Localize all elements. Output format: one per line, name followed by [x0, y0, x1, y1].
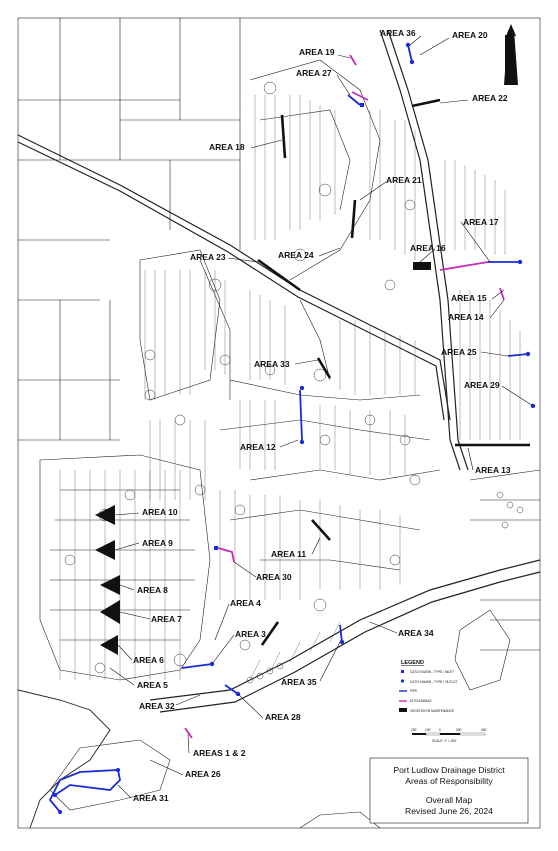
area-label-30: AREA 30 — [256, 572, 292, 582]
area-label-20: AREA 20 — [452, 30, 488, 40]
base-map — [18, 18, 540, 828]
area-label-5: AREA 5 — [137, 680, 168, 690]
area-label-8: AREA 8 — [137, 585, 168, 595]
area-label-16: AREA 16 — [410, 243, 446, 253]
area-label-33: AREA 33 — [254, 359, 290, 369]
area-label-9: AREA 9 — [142, 538, 173, 548]
area-label-22: AREA 22 — [472, 93, 508, 103]
legend-item-vegetation: VEGETATION MAINTENANCE — [410, 709, 455, 713]
area-label-11: AREA 11 — [271, 549, 307, 559]
area-label-19: AREA 19 — [299, 47, 335, 57]
area-label-14: AREA 14 — [448, 312, 484, 322]
area-label-6: AREA 6 — [133, 655, 164, 665]
area-label-27: AREA 27 — [296, 68, 332, 78]
area-label-17: AREA 17 — [463, 217, 499, 227]
area-label-21: AREA 21 — [386, 175, 422, 185]
legend-item-inlet: CATCH BASIN - TYPE I INLET — [410, 670, 454, 674]
scale-tick-1: 100' — [425, 728, 431, 732]
area-label-34: AREA 34 — [398, 628, 434, 638]
area-label-35: AREA 35 — [281, 677, 317, 687]
ditches — [185, 55, 504, 738]
legend-item-pipe: PIPE — [410, 689, 418, 693]
legend-item-ditch: DITCH/SWALE — [410, 699, 432, 703]
area-leaders — [110, 36, 533, 798]
catch-basins — [53, 43, 535, 814]
vegetation-maintenance-areas — [95, 35, 530, 655]
title-line-3: Overall Map — [425, 795, 473, 805]
area-label-24: AREA 24 — [278, 250, 314, 260]
area-label-32: AREA 32 — [139, 701, 175, 711]
title-line-4: Revised June 26, 2024 — [405, 806, 493, 816]
title-block — [370, 758, 528, 823]
catch-basin-inlet-icon — [401, 670, 404, 673]
scale-tick-4: 400' — [481, 728, 487, 732]
scale-tick-2: 0 — [439, 728, 441, 732]
vegetation-hatch-icon — [399, 708, 407, 712]
catch-basin-outlet-icon — [401, 679, 404, 682]
area-label-12: AREA 12 — [240, 442, 276, 452]
area-labels — [133, 28, 511, 803]
area-label-1-2: AREAS 1 & 2 — [193, 748, 246, 758]
scale-tick-3: 200' — [456, 728, 462, 732]
area-label-10: AREA 10 — [142, 507, 178, 517]
scale-bar — [411, 728, 487, 743]
area-label-26: AREA 26 — [185, 769, 221, 779]
scale-tick-0: 200' — [411, 728, 417, 732]
area-label-31: AREA 31 — [133, 793, 169, 803]
legend-title: LEGEND — [401, 660, 424, 666]
area-label-23: AREA 23 — [190, 252, 226, 262]
area-label-13: AREA 13 — [475, 465, 511, 475]
area-label-15: AREA 15 — [451, 293, 487, 303]
area-label-18: AREA 18 — [209, 142, 245, 152]
title-line-1: Port Ludlow Drainage District — [393, 765, 505, 775]
area-label-3: AREA 3 — [235, 629, 266, 639]
area-label-25: AREA 25 — [441, 347, 477, 357]
area-label-4: AREA 4 — [230, 598, 261, 608]
scale-caption: SCALE: 1" = 200' — [432, 739, 457, 743]
area-label-36: AREA 36 — [380, 28, 416, 38]
legend-item-outlet: CATCH BASIN - TYPE I OUTLET — [410, 680, 458, 684]
map-frame — [18, 18, 540, 828]
legend — [399, 660, 458, 713]
area-label-29: AREA 29 — [464, 380, 500, 390]
title-line-2: Areas of Responsibility — [405, 776, 493, 786]
area-label-7: AREA 7 — [151, 614, 182, 624]
area-label-28: AREA 28 — [265, 712, 301, 722]
